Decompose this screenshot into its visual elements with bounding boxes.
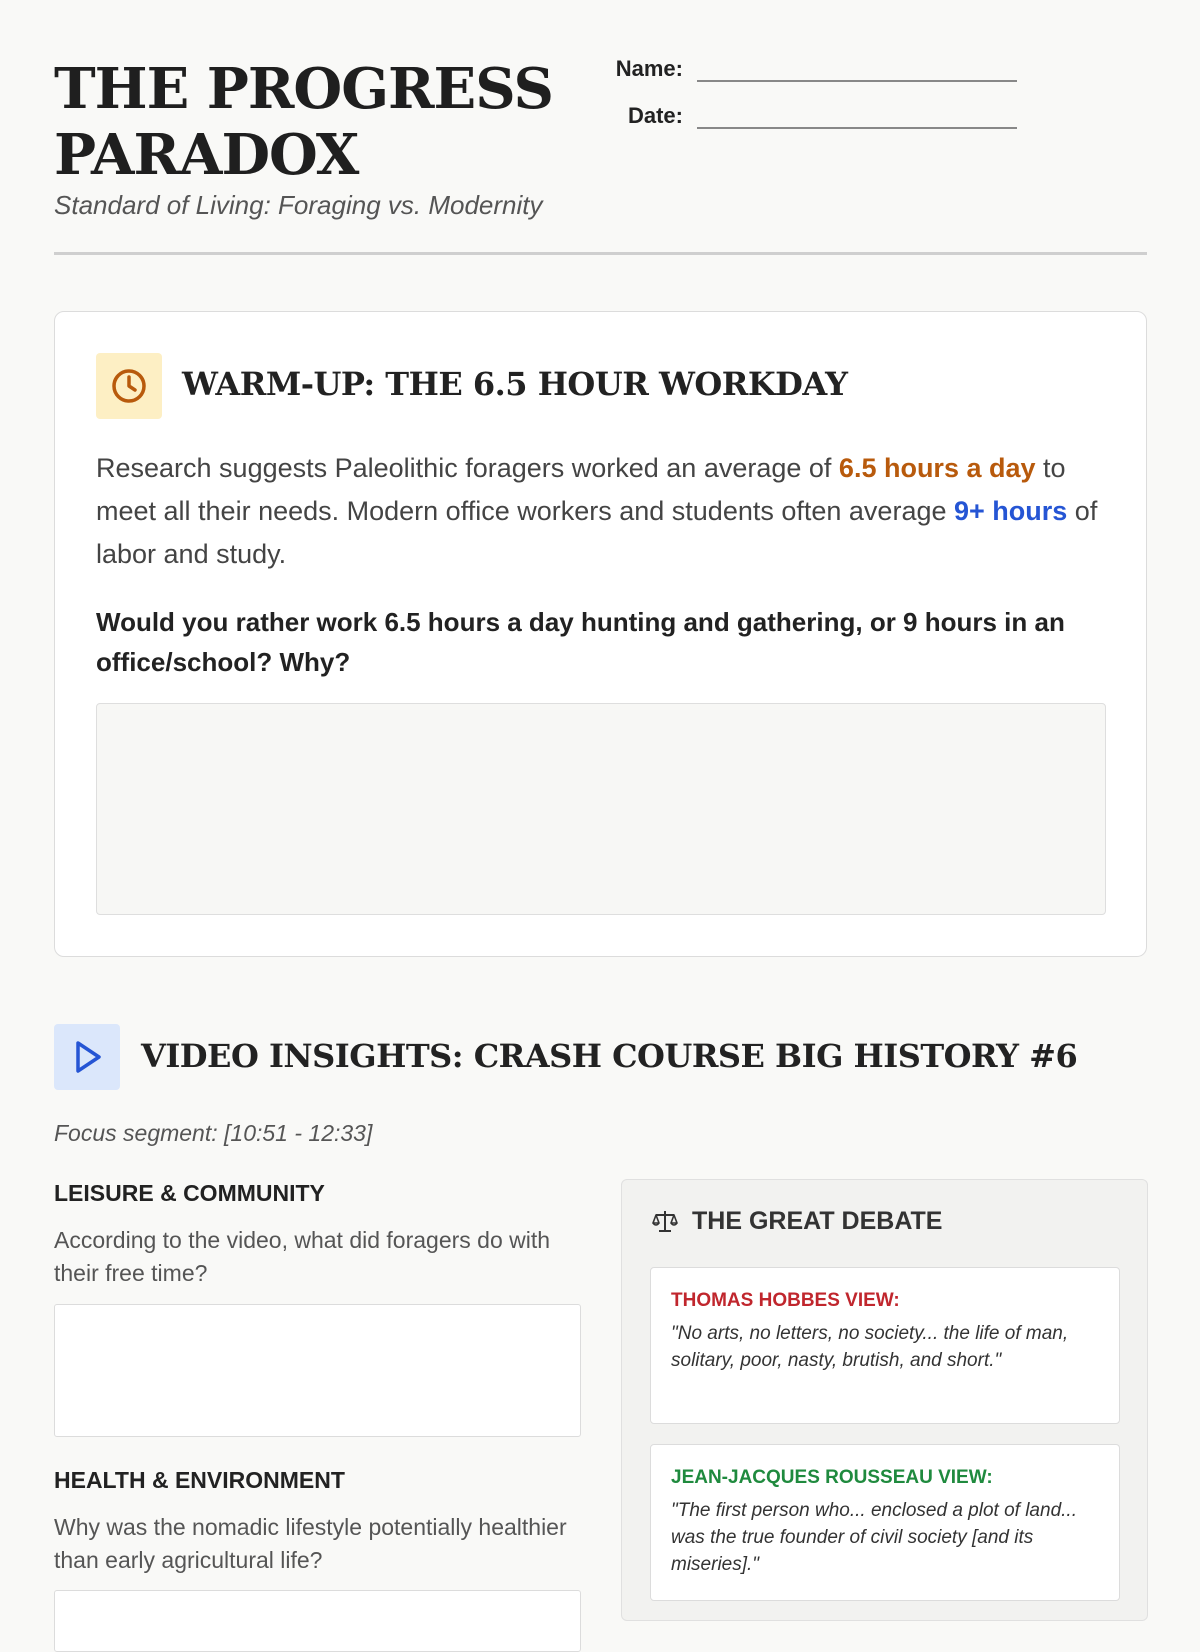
header-divider — [54, 252, 1147, 255]
health-answer-box[interactable] — [54, 1590, 581, 1652]
warmup-card — [54, 311, 1147, 957]
health-heading: HEALTH & ENVIRONMENT — [54, 1467, 345, 1493]
warmup-answer-box[interactable] — [96, 703, 1106, 915]
hobbes-heading: THOMAS HOBBES VIEW: — [671, 1290, 900, 1311]
date-field[interactable] — [697, 111, 1017, 129]
date-label: Date: — [627, 103, 683, 128]
warmup-text-2: to meet all their needs. Modern office workers and students often average — [96, 453, 1066, 526]
leisure-heading: LEISURE & COMMUNITY — [54, 1180, 325, 1206]
leisure-answer-box[interactable] — [54, 1304, 581, 1437]
clock-icon — [96, 353, 162, 419]
hobbes-quote: "No arts, no letters, no society... the life of man, solitary, poor, nasty, brutish, and short." — [671, 1323, 1069, 1371]
play-icon — [54, 1024, 120, 1090]
page-subtitle: Standard of Living: Foraging vs. Modernity — [54, 190, 543, 220]
hobbes-card — [650, 1267, 1120, 1424]
warmup-paragraph — [96, 447, 1106, 576]
name-field[interactable] — [697, 64, 1017, 82]
warmup-title: WARM-UP: THE 6.5 HOUR WORKDAY — [182, 365, 848, 403]
title-line-1: THE PROGRESS — [54, 56, 553, 122]
health-prompt: Why was the nomadic lifestyle potentially healthier than early agricultural life? — [54, 1514, 567, 1573]
rousseau-quote: "The first person who... enclosed a plot of land... was the true founder of civil society [and its miseries]." — [671, 1500, 1077, 1575]
date-row — [513, 103, 1017, 129]
scale-icon — [652, 1208, 678, 1234]
warmup-text-3: of labor and study. — [96, 496, 1098, 569]
debate-title: THE GREAT DEBATE — [692, 1207, 943, 1235]
warmup-text-1: Research suggests Paleolithic foragers worked an average of — [96, 453, 839, 483]
name-label: Name: — [615, 56, 683, 81]
modern-hours-highlight: 9+ hours — [954, 496, 1068, 526]
warmup-question: Would you rather work 6.5 hours a day hunting and gathering, or 9 hours in an office/school? Why? — [96, 607, 1065, 677]
forager-hours-highlight: 6.5 hours a day — [838, 453, 1036, 483]
great-debate-panel — [621, 1179, 1148, 1621]
rousseau-heading: JEAN-JACQUES ROUSSEAU VIEW: — [671, 1467, 993, 1488]
video-title: VIDEO INSIGHTS: CRASH COURSE BIG HISTORY #6 — [141, 1037, 1078, 1075]
leisure-prompt: According to the video, what did foragers do with their free time? — [54, 1227, 551, 1286]
title-line-2: PARADOX — [54, 122, 359, 188]
focus-segment: Focus segment: [10:51 - 12:33] — [54, 1120, 373, 1146]
name-row — [513, 56, 1017, 82]
rousseau-card — [650, 1444, 1120, 1601]
